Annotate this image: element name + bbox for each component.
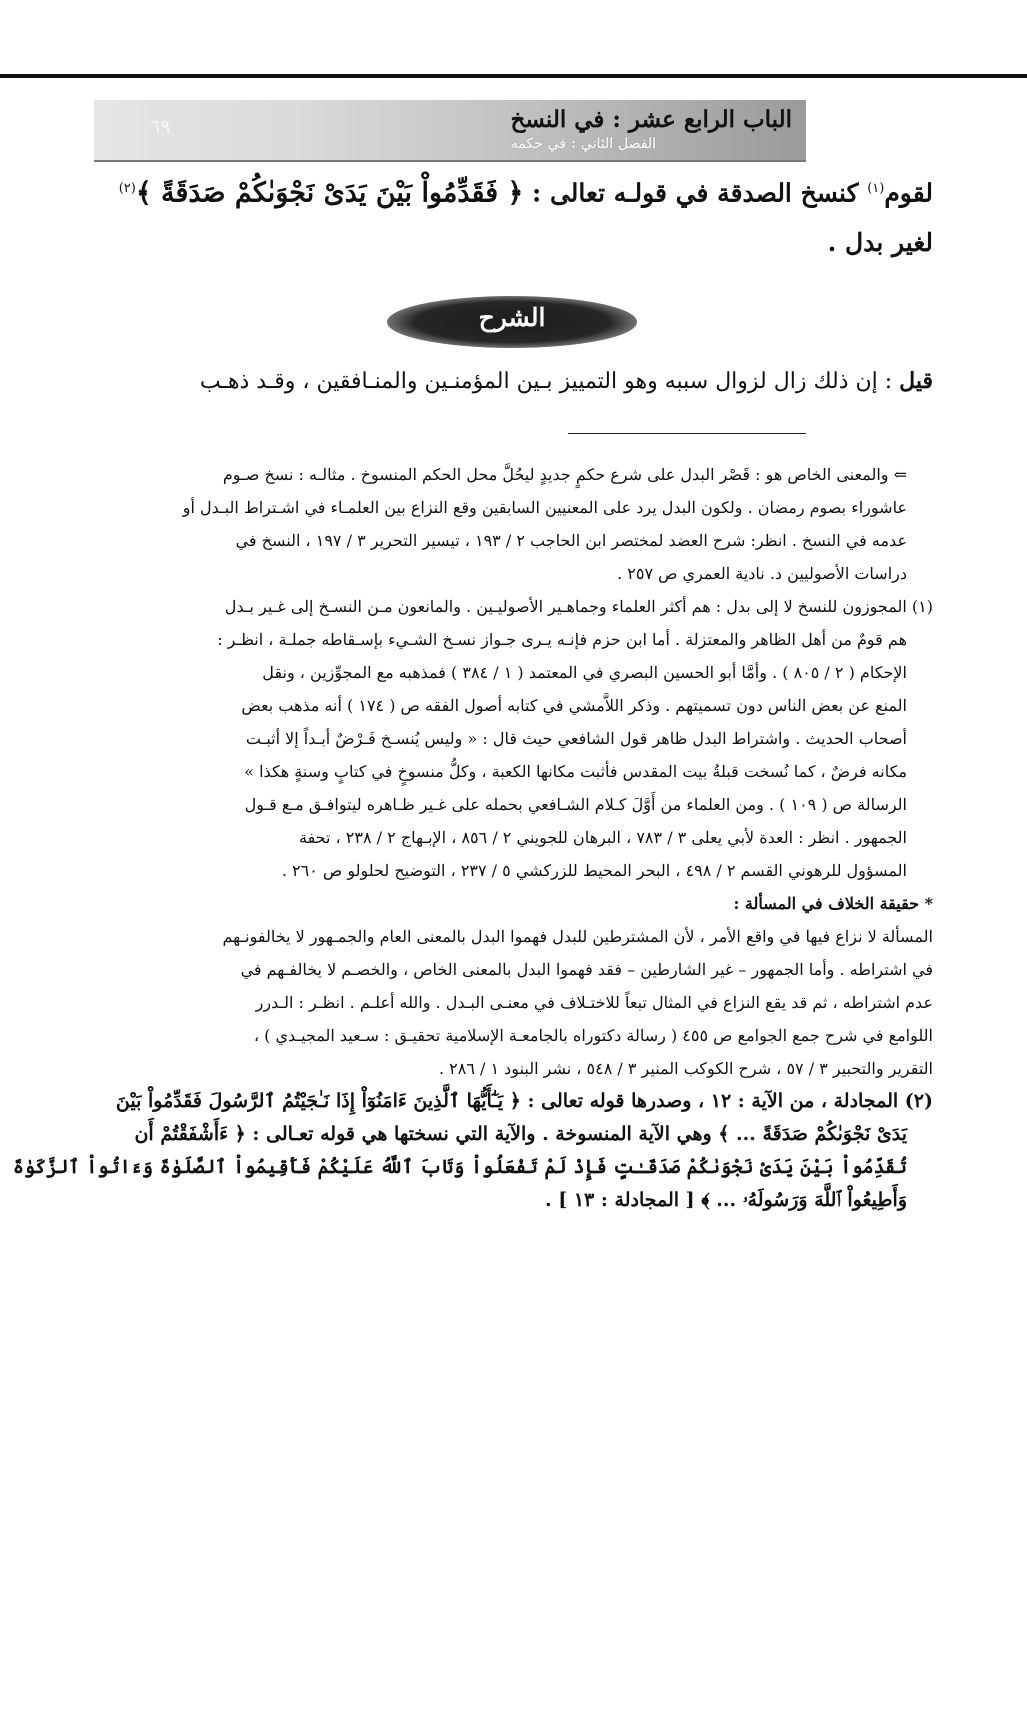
footnote-line: هم قومٌ من أهل الظاهر والمعتزلة . أما ابن حزم فإنـه يـرى جـواز نسـخ الشـيء بإسـقاطه جملـة ، انظـر : [217, 630, 907, 649]
footnote-line: ⇐ والمعنى الخاص هو : قَصْر البدل على شرع حكمٍ جديدٍ ليحُلَّ محل الحكم المنسوخ . مثالـه : نسخ صـوم [222, 465, 907, 484]
footnote-line: المنع عن بعض الناس دون تسميتهم . وذكر اللاَّمشي في كتابه أصول الفقه ص ( ١٧٤ ) أنه مذهب بعض [241, 696, 907, 715]
sharh-label: الشرح [478, 303, 546, 332]
main-text-segment: لقوم [884, 178, 933, 208]
main-text-segment: كنسخ الصدقة في قولـه تعالى : [523, 178, 868, 208]
footnote-line: تُقَدِّمُواْ بَيْنَ يَدَىْ نَجْوَىٰكُمْ صَدَقَـٰتٍ فَإِذْ لَمْ تَفْعَلُواْ وَتَابَ ٱللَّهُ عَلَيْكُمْ فَأَقِيمُواْ ٱلصَّلَوٰةَ وَءَاتُواْ ٱلزَّكَوٰةَ [12, 1156, 907, 1178]
footnote-line: المسألة لا نزاع فيها في واقع الأمر ، لأن المشترطين للبدل فهموا البدل بالمعنى العام والجمـهور لا يخالفونـهم [222, 927, 933, 946]
footnote-line: اللوامع في شرح جمع الجوامع ص ٤٥٥ ( رسالة دكتوراه بالجامعـة الإسلامية تحقيـق : سـعيد المجيـدي ) ، [253, 1026, 933, 1045]
footnote-line: (١) المجوزون للنسخ لا إلى بدل : هم أكثر العلماء وجماهـير الأصوليـين . والمانعون مـن النسـخ إلى غـير بـدل [224, 597, 933, 616]
footnote-line: الرسالة ص ( ١٠٩ ) . ومن العلماء من أَوَّلَ كـلام الشـافعي بحمله على غـير ظـاهره ليتوافـق مـع قـول [244, 795, 907, 814]
footnote-line: وَأَطِيعُواْ ٱللَّهَ وَرَسُولَهُۥ ... ﴾ [ المجادلة : ١٣ ] . [545, 1189, 907, 1211]
section-subtitle: الفصل الثاني : في حكمه [510, 136, 656, 152]
sharh-badge [387, 296, 637, 348]
footnote-line: عدمه في النسخ . انظر: شرح العضد لمختصر ابن الحاجب ٢ / ١٩٣ ، تيسير التحرير ٣ / ١٩٧ ، النسخ في [235, 531, 907, 550]
footnote-line: دراسات الأصوليين د. نادية العمري ص ٢٥٧ . [617, 564, 907, 583]
footnote-ref: (٢) [118, 181, 136, 196]
footnote-separator [568, 433, 806, 434]
commentary-text: : إن ذلك زال لزوال سببه وهو التمييز بـين المؤمنـين والمنـافقين ، وقـد ذهـب [199, 369, 900, 394]
footnote-line: الإحكام ( ٢ / ٨٠٥ ) . وأمَّا أبو الحسين البصري في المعتمد ( ١ / ٣٨٤ ) فمذهبه مع المجوِّزين ، ونقل [262, 663, 907, 682]
footnote-line: التقرير والتحبير ٣ / ٥٧ ، شرح الكوكب المنير ٣ / ٥٤٨ ، نشر البنود ١ / ٢٨٦ . [438, 1059, 933, 1078]
footnote-line: عاشوراء بصوم رمضان . ولكون البدل يرد على المعنيين السابقين وقع النزاع بين العلمـاء في اشـتراط البـدل أو [182, 498, 907, 517]
footnote-line: مكانه فرضٌ ، كما نُسخت قبلةُ بيت المقدس فأثبت مكانها الكعبة ، وكلُّ منسوخٍ في كتابٍ وسنةٍ هكذا » [244, 762, 907, 781]
running-header [94, 100, 806, 162]
chapter-title: الباب الرابع عشر : في النسخ [510, 106, 792, 133]
footnote-line: (٢) المجادلة ، من الآية : ١٢ ، وصدرها قوله تعالى : ﴿ يَـٰٓأَيُّهَا ٱلَّذِينَ ءَامَنُوٓاْ إِذَا نَـٰجَيْتُمُ ٱلرَّسُولَ فَقَدِّمُواْ بَيْنَ [115, 1090, 933, 1112]
main-text-line-1 [118, 174, 933, 209]
footnote-line: الجمهور . انظر : العدة لأبي يعلى ٣ / ٧٨٣ ، البرهان للجويني ٢ / ٨٥٦ ، الإبـهاج ٢ / ٢٣٨ ، تحفة [299, 828, 907, 847]
commentary-line [199, 368, 933, 394]
footnotes [12, 458, 933, 1217]
top-rule [0, 74, 1027, 78]
main-text-line-2: لغير بدل . [827, 228, 933, 257]
footnote-heading: * حقيقة الخلاف في المسألة : [733, 894, 933, 913]
footnote-line: المسؤول للرهوني القسم ٢ / ٤٩٨ ، البحر المحيط للزركشي ٥ / ٢٣٧ ، التوضيح لحلولو ص ٢٦٠ . [281, 861, 907, 880]
footnote-line: يَدَىْ نَجْوَىٰكُمْ صَدَقَةً ... ﴾ وهي الآية المنسوخة . والآية التي نسختها هي قوله تعـالى : ﴿ ءَأَشْفَقْتُمْ أَن [134, 1123, 907, 1145]
footnote-line: في اشتراطه . وأما الجمهور – غير الشارطين – فقد فهموا البدل بالمعنى الخاص ، والخصـم لا يخالفـهم في [240, 960, 933, 979]
footnote-line: أصحاب الحديث . واشتراط البدل ظاهر قول الشافعي حيث قال : « وليس يُنسـخ فَـرْضٌ أبـداً إلا أثبـت [245, 729, 907, 748]
page-number: ٦٩ [150, 116, 171, 138]
qila-label: قيل [899, 368, 933, 394]
footnote-line: عدم اشتراطه ، ثم قد يقع النزاع في المثال تبعاً للاختـلاف في معنـى البـدل . والله أعلـم . انظـر : الـدرر [255, 993, 933, 1012]
footnote-ref: (١) [867, 181, 885, 196]
quran-verse: ﴿ فَقَدِّمُواْ بَيْنَ يَدَىْ نَجْوَىٰكُمْ صَدَقَةً ﴾ [135, 177, 524, 209]
